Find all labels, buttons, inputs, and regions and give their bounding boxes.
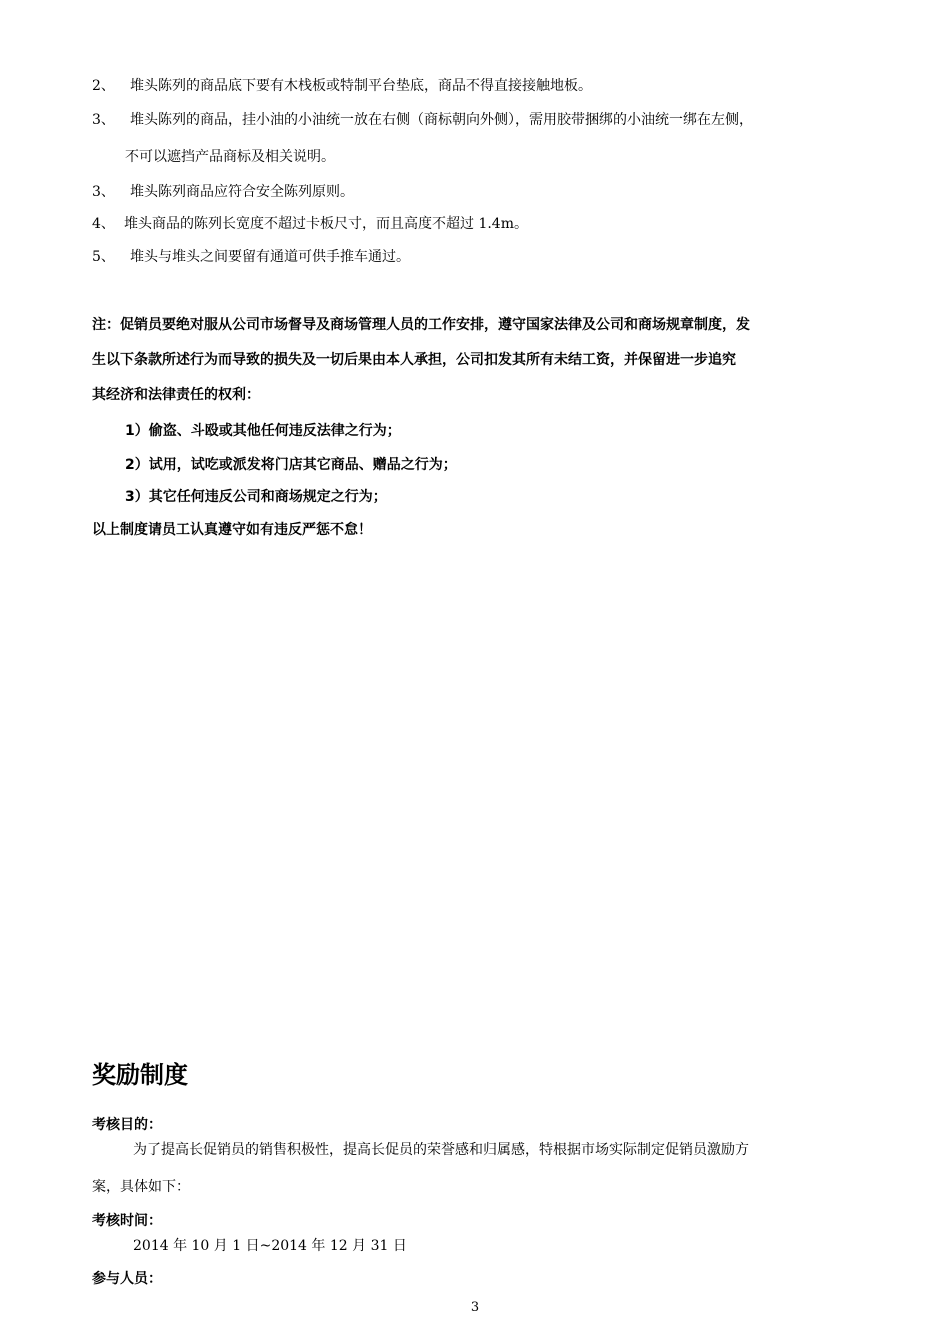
- rule-item: [92, 110, 753, 130]
- time-label: 考核时间：: [92, 1213, 162, 1229]
- section-heading: 奖励制度: [92, 1061, 188, 1089]
- rule-number: 3、: [92, 184, 115, 200]
- rule-text: 堆头商品的陈列长宽度不超过卡板尺寸，而且高度不超过 1.4m。: [124, 216, 528, 232]
- page-number: 3: [470, 1300, 480, 1315]
- rule-text: 堆头陈列的商品底下要有木栈板或特制平台垫底，商品不得直接接触地板。: [130, 78, 592, 94]
- purpose-label: 考核目的：: [92, 1117, 162, 1133]
- note-closing: 以上制度请员工认真遵守如有违反严惩不怠！: [92, 522, 372, 538]
- rule-number: 5、: [92, 249, 115, 265]
- rule-item: [92, 76, 592, 96]
- rule-item: [92, 214, 528, 234]
- rule-text: 堆头与堆头之间要留有通道可供手推车通过。: [130, 249, 410, 265]
- rule-number: 2、: [92, 78, 115, 94]
- rule-text: 堆头陈列商品应符合安全陈列原则。: [130, 184, 354, 200]
- purpose-text: 案，具体如下：: [92, 1179, 190, 1195]
- rule-number: 4、: [92, 216, 115, 232]
- rule-number: 3、: [92, 112, 115, 128]
- rule-item: [92, 182, 354, 202]
- time-value: 2014 年 10 月 1 日~2014 年 12 月 31 日: [133, 1238, 407, 1254]
- note-item: 3）其它任何违反公司和商场规定之行为；: [125, 489, 387, 505]
- rule-continuation: 不可以遮挡产品商标及相关说明。: [125, 149, 335, 165]
- rule-text: 堆头陈列的商品，挂小油的小油统一放在右侧（商标朝向外侧），需用胶带捆绑的小油统一绑在左侧，: [130, 112, 753, 128]
- rule-item: [92, 247, 410, 267]
- note-line: 其经济和法律责任的权利：: [92, 387, 260, 403]
- note-line: 生以下条款所述行为而导致的损失及一切后果由本人承担，公司扣发其所有未结工资，并保留进一步追究: [92, 352, 736, 368]
- note-line: 注：促销员要绝对服从公司市场督导及商场管理人员的工作安排，遵守国家法律及公司和商场规章制度，发: [92, 317, 750, 333]
- note-item: 2）试用，试吃或派发将门店其它商品、赠品之行为；: [125, 457, 457, 473]
- purpose-text: 为了提高长促销员的销售积极性，提高长促员的荣誉感和归属感，特根据市场实际制定促销员激励方: [133, 1142, 749, 1158]
- note-item: 1）偷盗、斗殴或其他任何违反法律之行为；: [125, 423, 401, 439]
- people-label: 参与人员：: [92, 1271, 162, 1287]
